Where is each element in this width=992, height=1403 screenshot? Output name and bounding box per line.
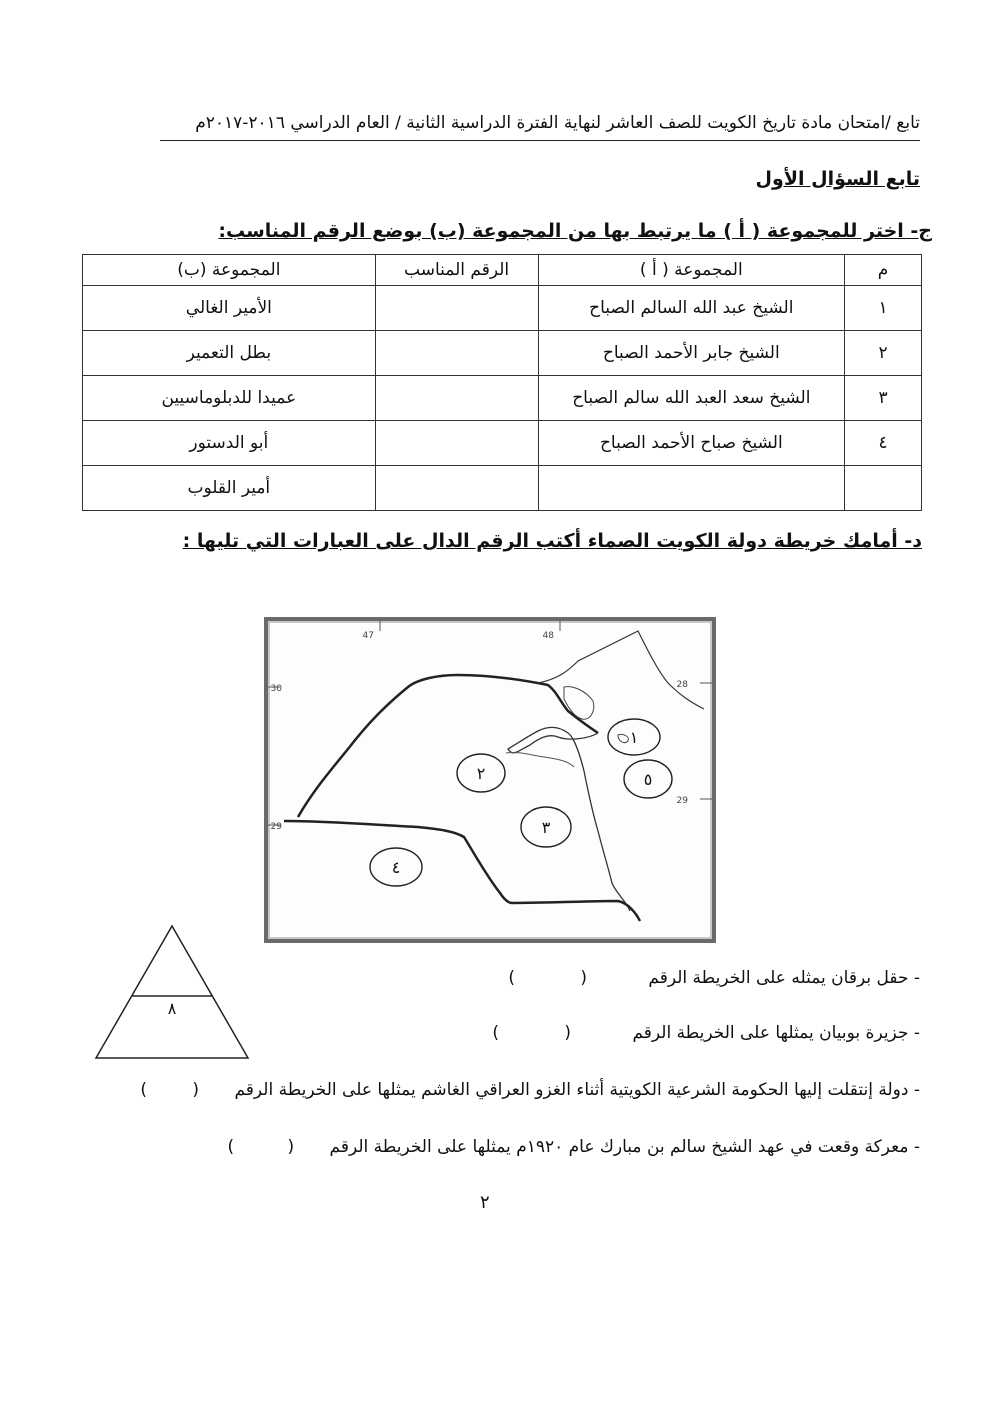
svg-text:٥: ٥ [643, 770, 653, 789]
exam-header: تابع /امتحان مادة تاريخ الكويت للصف العاشر لنهاية الفترة الدراسية الثانية / العام الدراسي ٢٠١٦-٢٠١٧م [160, 110, 920, 141]
southern-border [284, 821, 640, 921]
row-group-a: الشيخ سعد العبد الله سالم الصباح [538, 376, 845, 421]
svg-text:٤: ٤ [391, 858, 401, 877]
row-answer-field[interactable] [375, 331, 538, 376]
header-group-a: المجموعة ( أ ) [538, 255, 845, 286]
answer-blank[interactable]: ( ) [140, 1080, 220, 1100]
question-d-prompt: د- أمامك خريطة دولة الكويت الصماء أكتب الرقم الدال على العبارات التي تليها : [182, 530, 922, 552]
row-m: ٣ [845, 376, 922, 421]
tick-label: 28 [676, 680, 688, 690]
tick-label: 30 [270, 684, 282, 694]
question-c-prompt: ج- اختر للمجموعة ( أ ) ما يرتبط بها من المجموعة (ب) بوضع الرقم المناسب: [218, 220, 932, 242]
northern-border [538, 631, 704, 709]
svg-text:٢: ٢ [476, 764, 486, 783]
header-number: الرقم المناسب [375, 255, 538, 286]
triangle-label: ٨ [167, 999, 177, 1018]
svg-text:١: ١ [629, 728, 639, 747]
kuwait-border [298, 675, 598, 817]
answer-blank[interactable]: ( ) [227, 1137, 319, 1157]
map-drawing [268, 621, 712, 939]
row-group-a: الشيخ جابر الأحمد الصباح [538, 331, 845, 376]
table-header-row [83, 255, 922, 286]
table-row [83, 421, 922, 466]
page-number: ٢ [480, 1192, 490, 1213]
row-m: ١ [845, 286, 922, 331]
statement-text: - جزيرة بوبيان يمثلها على الخريطة الرقم [632, 1023, 920, 1043]
statement-4 [227, 1137, 920, 1157]
map-label-4 [370, 848, 422, 886]
tick-label: 29 [270, 822, 282, 832]
row-answer-field[interactable] [375, 466, 538, 511]
row-m: ٢ [845, 331, 922, 376]
tick-label: 29 [676, 796, 688, 806]
row-answer-field[interactable] [375, 421, 538, 466]
row-answer-field[interactable] [375, 286, 538, 331]
map-label-1 [608, 719, 660, 755]
row-group-b: أبو الدستور [83, 421, 376, 466]
map-label-5 [624, 760, 672, 798]
bubiyan-island [564, 687, 594, 720]
svg-text:٣: ٣ [541, 818, 551, 837]
statement-1 [508, 968, 920, 988]
row-group-a: الشيخ صباح الأحمد الصباح [538, 421, 845, 466]
tick-label: 48 [542, 631, 554, 641]
table-row [83, 376, 922, 421]
map-label-2 [457, 754, 505, 792]
statement-text: - حقل برقان يمثله على الخريطة الرقم [648, 968, 920, 988]
row-group-a: الشيخ عبد الله السالم الصباح [538, 286, 845, 331]
answer-blank[interactable]: ( ) [492, 1023, 602, 1043]
row-group-b: عميدا للدبلوماسيين [83, 376, 376, 421]
table-row [83, 286, 922, 331]
map-label-3 [521, 807, 571, 847]
answer-blank[interactable]: ( ) [508, 968, 617, 988]
row-m [845, 466, 922, 511]
statement-text: - دولة إنتقلت إليها الحكومة الشرعية الكويتية أثناء الغزو العراقي الغاشم يمثلها على الخريطة الرقم [234, 1080, 920, 1100]
failaka-island [618, 734, 628, 742]
statement-2 [492, 1023, 920, 1043]
header-m: م [845, 255, 922, 286]
statement-3 [140, 1080, 920, 1100]
row-group-b: بطل التعمير [83, 331, 376, 376]
table-row [83, 331, 922, 376]
header-group-b: المجموعة (ب) [83, 255, 376, 286]
table-row [83, 466, 922, 511]
row-group-b: أمير القلوب [83, 466, 376, 511]
matching-table [82, 254, 922, 511]
row-answer-field[interactable] [375, 376, 538, 421]
row-m: ٤ [845, 421, 922, 466]
row-group-a [538, 466, 845, 511]
triangle-figure [92, 922, 252, 1066]
statement-text: - معركة وقعت في عهد الشيخ سالم بن مبارك عام ١٩٢٠م يمثلها على الخريطة الرقم [329, 1137, 920, 1157]
kuwait-blank-map [264, 617, 716, 943]
section-title: تابع السؤال الأول [755, 168, 920, 190]
row-group-b: الأمير الغالي [83, 286, 376, 331]
kuwait-bay [506, 752, 574, 767]
tick-label: 47 [362, 631, 374, 641]
